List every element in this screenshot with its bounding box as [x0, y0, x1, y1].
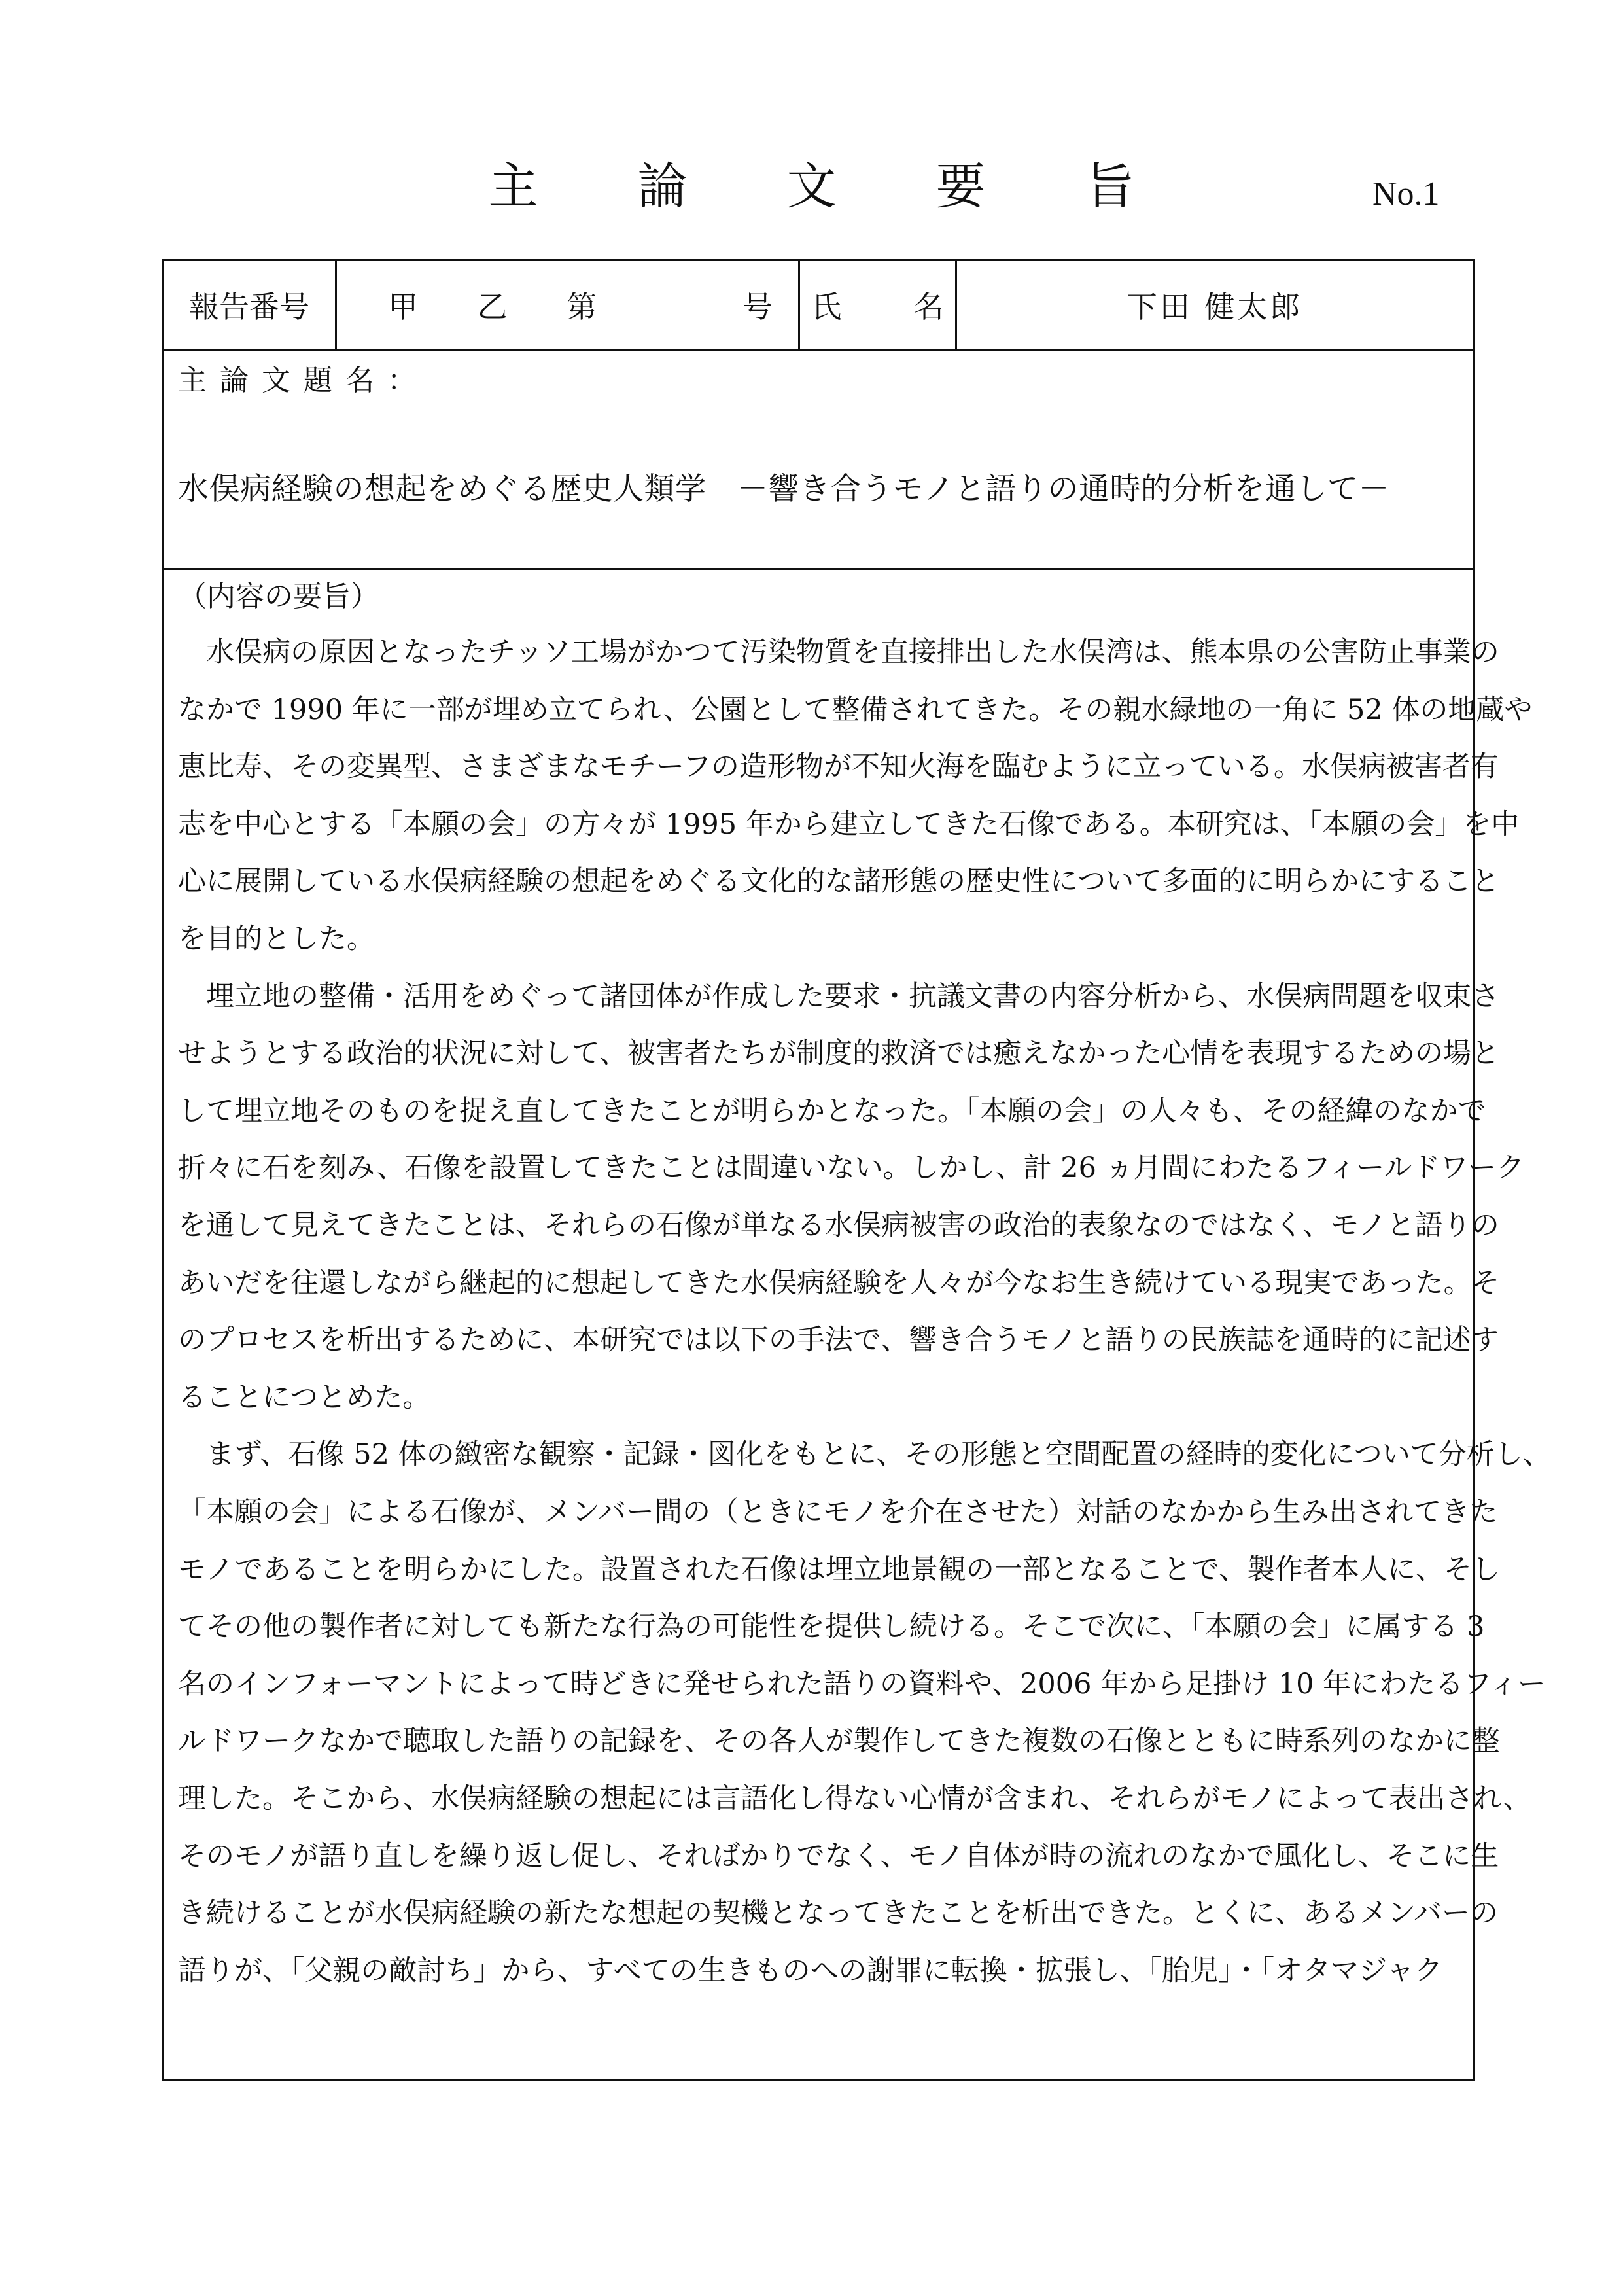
name-label: 氏 名 [811, 289, 975, 325]
title-char: 旨 [1085, 157, 1136, 215]
summary-line: して埋立地そのものを捉え直してきたことが明らかとなった。「本願の会」の人々も、その経緯のなかで [178, 1095, 1486, 1127]
thesis-title-label: 主論文題名： [178, 364, 429, 397]
summary-section [164, 570, 1551, 2079]
author-name: 下田 健太郎 [1126, 289, 1303, 325]
summary-line: まず、石像 52 体の緻密な観察・記録・図化をもとに、その形態と空間配置の経時的変化について分析し、 [178, 1438, 1551, 1471]
summary-line: 「本願の会」による石像が、メンバー間の（ときにモノを介在させた）対話のなかから生み出されてきた [178, 1496, 1498, 1528]
report-number-label-cell [164, 261, 337, 349]
summary-line: のプロセスを析出するために、本研究では以下の手法で、響き合うモノと語りの民族誌を通時的に記述す [178, 1324, 1499, 1356]
title-char: 文 [786, 157, 838, 215]
summary-line: 語りが、「父親の敵討ち」から、すべての生きものへの謝罪に転換・拡張し、「胎児」・「オタマジャク [178, 1954, 1443, 1987]
summary-line: てその他の製作者に対しても新たな行為の可能性を提供し続ける。そこで次に、「本願の会」に属する 3 [178, 1610, 1485, 1643]
summary-label: （内容の要旨） [178, 580, 379, 613]
summary-line: せようとする政治的状況に対して、被害者たちが制度的救済では癒えなかった心情を表現するための場と [178, 1037, 1500, 1070]
report-number-cell [337, 261, 800, 349]
summary-line: 心に展開している水俣病経験の想起をめぐる文化的な諸形態の歴史性について多面的に明らかにすること [178, 865, 1500, 898]
name-label-cell [800, 261, 975, 349]
summary-line: 理した。そこから、水俣病経験の想起には言語化し得ない心情が含まれ、それらがモノによって表出され、 [178, 1782, 1531, 1815]
summary-line: 水俣病の原因となったチッソ工場がかつて汚染物質を直接排出した水俣湾は、熊本県の公害防止事業の [178, 636, 1499, 669]
title-char: 論 [637, 157, 689, 215]
thesis-title-row [164, 351, 1473, 570]
info-row [164, 261, 1473, 351]
report-number-suffix: 号 [742, 289, 773, 325]
summary-line: き続けることが水俣病経験の新たな想起の契機となってきたことを析出できた。とくに、あるメンバーの [178, 1897, 1498, 1930]
summary-form [162, 259, 1551, 2081]
report-number-label: 報告番号 [189, 289, 309, 325]
title-char: 主 [488, 157, 540, 215]
thesis-title: 水俣病経験の想起をめぐる歴史人類学 －響き合うモノと語りの通時的分析を通して－ [178, 471, 1390, 507]
summary-line: ルドワークなかで聴取した語りの記録を、その各人が製作してきた複数の石像とともに時系列のなかに整 [178, 1725, 1500, 1757]
page-number: No.1 [1372, 175, 1440, 213]
summary-line: 名のインフォーマントによって時どきに発せられた語りの資料や、2006 年から足掛け 10 年にわたるフィー [178, 1668, 1546, 1701]
summary-line: 恵比寿、その変異型、さまざまなモチーフの造形物が不知火海を臨むように立っている。水俣病被害者有 [178, 751, 1499, 783]
summary-line: なかで 1990 年に一部が埋め立てられ、公園として整備されてきた。その親水緑地の一角に 52 体の地蔵や [178, 694, 1533, 726]
summary-line: 折々に石を刻み、石像を設置してきたことは間違いない。しかし、計 26 ヵ月間にわたるフィールドワーク [178, 1152, 1525, 1184]
summary-line: ることにつとめた。 [178, 1381, 431, 1414]
summary-line: 埋立地の整備・活用をめぐって諸団体が作成した要求・抗議文書の内容分析から、水俣病問題を収束さ [178, 980, 1500, 1013]
summary-line: モノであることを明らかにした。設置された石像は埋立地景観の一部となることで、製作者本人に、そし [178, 1553, 1500, 1586]
summary-line: を目的とした。 [178, 923, 375, 955]
title-char: 要 [935, 157, 987, 215]
name-value-cell [957, 261, 1473, 349]
summary-line: を通して見えてきたことは、それらの石像が単なる水俣病被害の政治的表象なのではなく、モノと語りの [178, 1209, 1499, 1242]
summary-line: あいだを往還しながら継起的に想起してきた水俣病経験を人々が今なお生き続けている現実であった。そ [178, 1267, 1500, 1299]
summary-line: 志を中心とする「本願の会」の方々が 1995 年から建立してきた石像である。本研究は、「本願の会」を中 [178, 808, 1520, 841]
summary-line: そのモノが語り直しを繰り返し促し、そればかりでなく、モノ自体が時の流れのなかで風化し、そこに生 [178, 1840, 1499, 1873]
report-number-prefix: 甲 乙 第 [388, 289, 622, 325]
